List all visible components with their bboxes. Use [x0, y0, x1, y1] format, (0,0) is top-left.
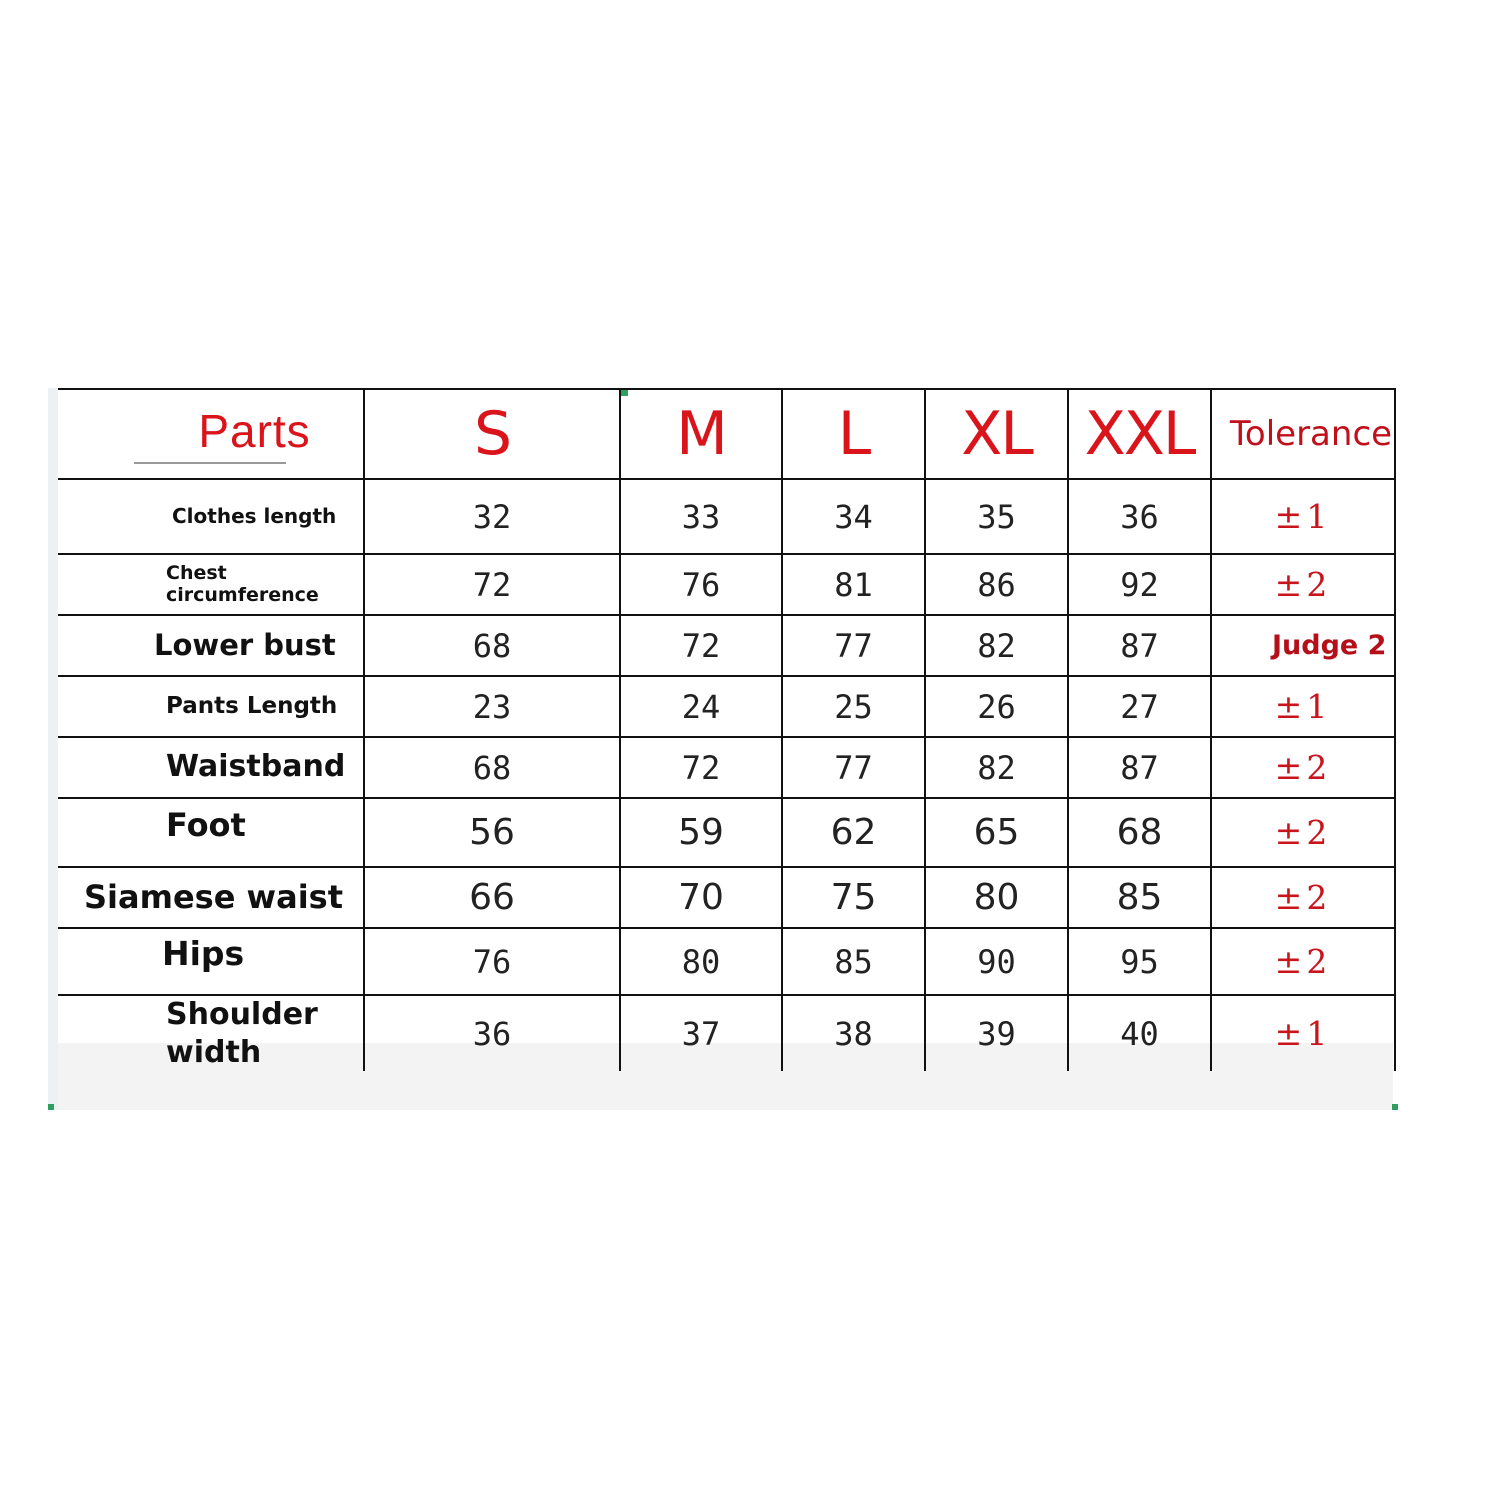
table-row	[58, 479, 1395, 554]
tolerance-cell: ±1	[1211, 995, 1395, 1071]
value-cell: 56	[364, 798, 620, 867]
value-cell: 72	[364, 554, 620, 615]
header-size-xxl: XXL	[1068, 389, 1211, 479]
value-cell: 65	[925, 798, 1068, 867]
header-size-xl: XL	[925, 389, 1068, 479]
part-pants-length: Pants Length	[58, 676, 364, 737]
part-siamese-waist: Siamese waist	[58, 867, 364, 928]
value-cell: 92	[1068, 554, 1211, 615]
value-cell: 82	[925, 737, 1068, 798]
tolerance-cell: ±2	[1211, 867, 1395, 928]
value-cell: 77	[782, 737, 925, 798]
table-row	[58, 995, 1395, 1071]
value-cell: 70	[620, 867, 782, 928]
size-chart-sheet	[48, 388, 1398, 1110]
value-cell: 25	[782, 676, 925, 737]
header-underline	[134, 462, 286, 464]
value-cell: 85	[782, 928, 925, 995]
value-cell: 85	[1068, 867, 1211, 928]
value-cell: 80	[620, 928, 782, 995]
value-cell: 82	[925, 615, 1068, 676]
sheet-left-gutter	[48, 388, 58, 1110]
size-chart-table	[58, 388, 1396, 1071]
value-cell: 87	[1068, 615, 1211, 676]
value-cell: 24	[620, 676, 782, 737]
table-row	[58, 928, 1395, 995]
part-waistband: Waistband	[58, 737, 364, 798]
tolerance-cell: ±2	[1211, 737, 1395, 798]
value-cell: 36	[364, 995, 620, 1071]
value-cell: 27	[1068, 676, 1211, 737]
value-cell: 68	[364, 737, 620, 798]
value-cell: 34	[782, 479, 925, 554]
table-row	[58, 615, 1395, 676]
value-cell: 37	[620, 995, 782, 1071]
value-cell: 38	[782, 995, 925, 1071]
value-cell: 86	[925, 554, 1068, 615]
value-cell: 81	[782, 554, 925, 615]
tolerance-cell: ±2	[1211, 928, 1395, 995]
header-parts	[58, 389, 364, 479]
value-cell: 68	[1068, 798, 1211, 867]
table-row	[58, 737, 1395, 798]
tolerance-cell: ±2	[1211, 798, 1395, 867]
value-cell: 77	[782, 615, 925, 676]
part-chest-circumference: Chest circumference	[58, 554, 364, 615]
value-cell: 76	[620, 554, 782, 615]
header-tolerance: Tolerance	[1211, 389, 1395, 479]
value-cell: 35	[925, 479, 1068, 554]
value-cell: 90	[925, 928, 1068, 995]
tolerance-cell: Judge 2	[1211, 615, 1395, 676]
value-cell: 75	[782, 867, 925, 928]
value-cell: 72	[620, 615, 782, 676]
header-size-l: L	[782, 389, 925, 479]
part-foot: Foot	[58, 798, 364, 867]
value-cell: 36	[1068, 479, 1211, 554]
corner-marker	[48, 1104, 54, 1110]
value-cell: 80	[925, 867, 1068, 928]
value-cell: 32	[364, 479, 620, 554]
value-cell: 23	[364, 676, 620, 737]
header-size-m: M	[620, 389, 782, 479]
value-cell: 59	[620, 798, 782, 867]
corner-marker	[1392, 1104, 1398, 1110]
value-cell: 87	[1068, 737, 1211, 798]
part-lower-bust: Lower bust	[58, 615, 364, 676]
table-row	[58, 867, 1395, 928]
value-cell: 26	[925, 676, 1068, 737]
header-row	[58, 389, 1395, 479]
value-cell: 40	[1068, 995, 1211, 1071]
tolerance-cell: ±2	[1211, 554, 1395, 615]
part-shoulder-width: Shoulder width	[58, 995, 364, 1071]
header-size-s: S	[364, 389, 620, 479]
table-row	[58, 798, 1395, 867]
value-cell: 33	[620, 479, 782, 554]
value-cell: 66	[364, 867, 620, 928]
value-cell: 68	[364, 615, 620, 676]
value-cell: 72	[620, 737, 782, 798]
table-row	[58, 676, 1395, 737]
value-cell: 76	[364, 928, 620, 995]
value-cell: 95	[1068, 928, 1211, 995]
tolerance-cell: ±1	[1211, 676, 1395, 737]
value-cell: 39	[925, 995, 1068, 1071]
table-row	[58, 554, 1395, 615]
part-hips: Hips	[58, 928, 364, 995]
tolerance-cell: ±1	[1211, 479, 1395, 554]
part-clothes-length: Clothes length	[58, 479, 364, 554]
header-parts-label: Parts	[198, 405, 311, 457]
value-cell: 62	[782, 798, 925, 867]
